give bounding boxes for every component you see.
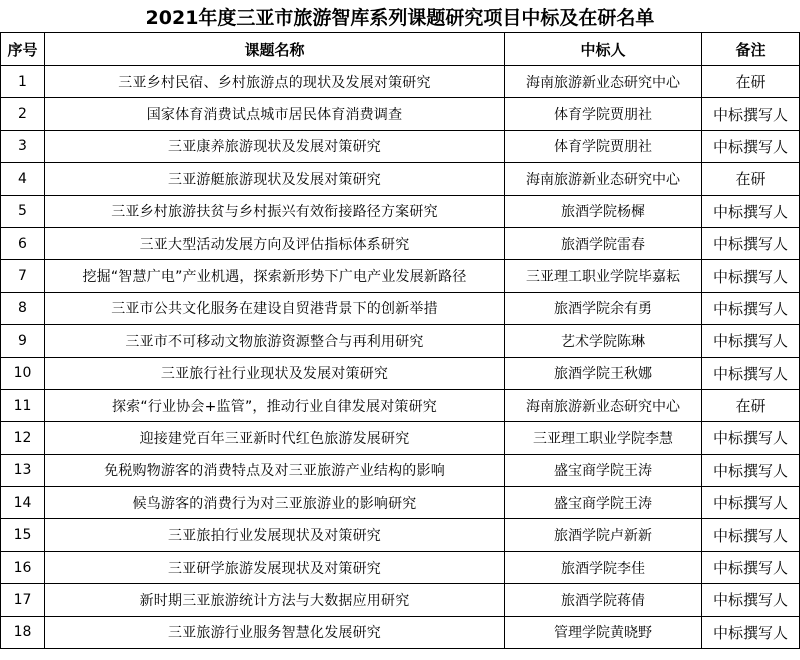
row-index: 15 bbox=[1, 519, 45, 551]
table-row bbox=[1, 519, 800, 551]
table-row bbox=[1, 260, 800, 292]
row-index: 5 bbox=[1, 195, 45, 227]
row-winner: 海南旅游新业态研究中心 bbox=[505, 389, 702, 421]
header-index: 序号 bbox=[1, 33, 45, 66]
row-index: 18 bbox=[1, 616, 45, 648]
table-row bbox=[1, 454, 800, 486]
row-winner: 旅酒学院李佳 bbox=[505, 551, 702, 583]
table-row bbox=[1, 98, 800, 130]
row-note: 中标撰写人 bbox=[702, 130, 800, 162]
row-topic: 迎接建党百年三亚新时代红色旅游发展研究 bbox=[45, 422, 505, 454]
row-note: 中标撰写人 bbox=[702, 422, 800, 454]
row-note: 中标撰写人 bbox=[702, 357, 800, 389]
row-winner: 海南旅游新业态研究中心 bbox=[505, 66, 702, 98]
table-row bbox=[1, 292, 800, 324]
page-title: 2021年度三亚市旅游智库系列课题研究项目中标及在研名单 bbox=[145, 6, 655, 29]
row-winner: 旅酒学院卢新新 bbox=[505, 519, 702, 551]
row-index: 13 bbox=[1, 454, 45, 486]
row-note: 中标撰写人 bbox=[702, 616, 800, 648]
row-note: 中标撰写人 bbox=[702, 260, 800, 292]
table-row bbox=[1, 227, 800, 259]
row-note: 中标撰写人 bbox=[702, 292, 800, 324]
row-index: 6 bbox=[1, 227, 45, 259]
row-winner: 旅酒学院王秋娜 bbox=[505, 357, 702, 389]
row-index: 9 bbox=[1, 325, 45, 357]
row-topic: 国家体育消费试点城市居民体育消费调查 bbox=[45, 98, 505, 130]
row-index: 7 bbox=[1, 260, 45, 292]
row-winner: 盛宝商学院王涛 bbox=[505, 454, 702, 486]
row-note: 中标撰写人 bbox=[702, 454, 800, 486]
row-note: 中标撰写人 bbox=[702, 98, 800, 130]
row-index: 17 bbox=[1, 584, 45, 616]
table-row bbox=[1, 357, 800, 389]
row-topic: 三亚市公共文化服务在建设自贸港背景下的创新举措 bbox=[45, 292, 505, 324]
row-winner: 盛宝商学院王涛 bbox=[505, 487, 702, 519]
table-row bbox=[1, 616, 800, 648]
row-note: 中标撰写人 bbox=[702, 487, 800, 519]
row-winner: 艺术学院陈琳 bbox=[505, 325, 702, 357]
table-row bbox=[1, 163, 800, 195]
row-note: 在研 bbox=[702, 389, 800, 421]
header-note: 备注 bbox=[702, 33, 800, 66]
row-topic: 探索“行业协会+监管”，推动行业自律发展对策研究 bbox=[45, 389, 505, 421]
row-winner: 旅酒学院雷春 bbox=[505, 227, 702, 259]
row-topic: 三亚旅拍行业发展现状及对策研究 bbox=[45, 519, 505, 551]
row-note: 中标撰写人 bbox=[702, 325, 800, 357]
project-table bbox=[0, 32, 800, 649]
table-row bbox=[1, 66, 800, 98]
row-winner: 旅酒学院余有勇 bbox=[505, 292, 702, 324]
row-note: 中标撰写人 bbox=[702, 519, 800, 551]
table-row bbox=[1, 422, 800, 454]
row-topic: 三亚研学旅游发展现状及对策研究 bbox=[45, 551, 505, 583]
table-row bbox=[1, 195, 800, 227]
row-index: 1 bbox=[1, 66, 45, 98]
row-index: 8 bbox=[1, 292, 45, 324]
row-index: 10 bbox=[1, 357, 45, 389]
row-topic: 挖掘“智慧广电”产业机遇，探索新形势下广电产业发展新路径 bbox=[45, 260, 505, 292]
table-row bbox=[1, 551, 800, 583]
row-note: 在研 bbox=[702, 66, 800, 98]
table-row bbox=[1, 325, 800, 357]
row-index: 16 bbox=[1, 551, 45, 583]
row-index: 2 bbox=[1, 98, 45, 130]
table-row bbox=[1, 130, 800, 162]
row-winner: 三亚理工职业学院毕嘉耘 bbox=[505, 260, 702, 292]
table-row bbox=[1, 487, 800, 519]
row-topic: 三亚乡村民宿、乡村旅游点的现状及发展对策研究 bbox=[45, 66, 505, 98]
row-topic: 三亚旅行社行业现状及发展对策研究 bbox=[45, 357, 505, 389]
table-body bbox=[1, 66, 800, 649]
row-winner: 体育学院贾朋社 bbox=[505, 98, 702, 130]
row-winner: 体育学院贾朋社 bbox=[505, 130, 702, 162]
header-winner: 中标人 bbox=[505, 33, 702, 66]
row-topic: 免税购物游客的消费特点及对三亚旅游产业结构的影响 bbox=[45, 454, 505, 486]
row-topic: 三亚旅游行业服务智慧化发展研究 bbox=[45, 616, 505, 648]
row-note: 在研 bbox=[702, 163, 800, 195]
row-note: 中标撰写人 bbox=[702, 227, 800, 259]
header-topic: 课题名称 bbox=[45, 33, 505, 66]
table-header-row bbox=[1, 33, 800, 66]
row-topic: 三亚康养旅游现状及发展对策研究 bbox=[45, 130, 505, 162]
row-winner: 海南旅游新业态研究中心 bbox=[505, 163, 702, 195]
row-index: 12 bbox=[1, 422, 45, 454]
row-topic: 三亚市不可移动文物旅游资源整合与再利用研究 bbox=[45, 325, 505, 357]
row-index: 11 bbox=[1, 389, 45, 421]
row-winner: 管理学院黄晓野 bbox=[505, 616, 702, 648]
row-topic: 三亚大型活动发展方向及评估指标体系研究 bbox=[45, 227, 505, 259]
row-winner: 三亚理工职业学院李慧 bbox=[505, 422, 702, 454]
row-topic: 三亚游艇旅游现状及发展对策研究 bbox=[45, 163, 505, 195]
row-topic: 新时期三亚旅游统计方法与大数据应用研究 bbox=[45, 584, 505, 616]
row-index: 14 bbox=[1, 487, 45, 519]
row-index: 3 bbox=[1, 130, 45, 162]
row-winner: 旅酒学院杨樨 bbox=[505, 195, 702, 227]
row-winner: 旅酒学院蒋倩 bbox=[505, 584, 702, 616]
table-row bbox=[1, 584, 800, 616]
row-topic: 三亚乡村旅游扶贫与乡村振兴有效衔接路径方案研究 bbox=[45, 195, 505, 227]
table-row bbox=[1, 389, 800, 421]
row-note: 中标撰写人 bbox=[702, 584, 800, 616]
row-note: 中标撰写人 bbox=[702, 195, 800, 227]
row-note: 中标撰写人 bbox=[702, 551, 800, 583]
row-topic: 候鸟游客的消费行为对三亚旅游业的影响研究 bbox=[45, 487, 505, 519]
row-index: 4 bbox=[1, 163, 45, 195]
